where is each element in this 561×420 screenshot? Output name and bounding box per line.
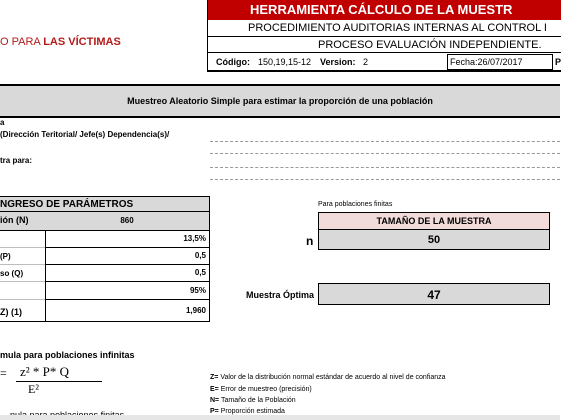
param-value-6[interactable]: 1,960 — [45, 300, 209, 322]
date-value: 26/07/2017 — [477, 57, 523, 67]
info-line-5[interactable] — [210, 178, 560, 180]
n-value: 50 — [318, 230, 550, 250]
version-label: Version: — [320, 57, 356, 67]
formula-denominator: E² — [28, 382, 39, 396]
param-label-4: so (Q) — [0, 269, 24, 278]
legend-text-z: Valor de la distribución normal estándar de acuerdo al nivel de confianza — [220, 374, 446, 381]
logo-brand: LAS VÍCTIMAS — [43, 36, 121, 48]
info-label-4: tra para: — [0, 156, 33, 165]
param-row-2 — [0, 231, 209, 248]
formula-numerator: z² * P* Q — [20, 364, 70, 379]
legend-key-z: Z= — [210, 374, 219, 381]
param-label-3: (P) — [0, 252, 11, 261]
info-line-4[interactable] — [210, 166, 560, 168]
finite-note: Para poblaciones finitas — [318, 201, 393, 208]
param-label-6: Z) (1) — [0, 307, 22, 317]
param-value-1[interactable]: 860 — [120, 216, 134, 225]
formula-title: mula para poblaciones infinitas — [0, 350, 135, 360]
sample-size-header: TAMAÑO DE LA MUESTRA — [318, 212, 550, 230]
param-value-4[interactable]: 0,5 — [45, 265, 209, 282]
formula-prefix: = — [0, 366, 7, 380]
meta-row — [208, 53, 561, 72]
bottom-strip — [0, 415, 560, 420]
formula — [0, 362, 110, 398]
param-row-3 — [0, 248, 209, 265]
legend-key-n: N= — [210, 397, 220, 404]
param-row-4 — [0, 265, 209, 282]
legend-e — [210, 386, 312, 393]
legend-text-p: Proporción estimada — [220, 408, 285, 415]
procedure-title: PROCEDIMIENTO AUDITORIAS INTERNAS AL CONTROL I — [208, 20, 561, 37]
logo — [0, 36, 200, 52]
params-block — [0, 196, 210, 322]
legend-key-p: P= — [210, 408, 219, 415]
param-value-5[interactable]: 95% — [45, 282, 209, 300]
legend-n — [210, 397, 296, 404]
legend-z — [210, 374, 446, 381]
process-title: PROCESO EVALUACIÓN INDEPENDIENTE. — [208, 37, 561, 53]
param-value-3[interactable]: 0,5 — [45, 248, 209, 265]
param-label-1: ión (N) — [0, 215, 29, 225]
info-row-1 — [0, 118, 560, 128]
page-label: P — [555, 57, 561, 67]
params-header: NGRESO DE PARÁMETROS — [0, 197, 209, 212]
version-value: 2 — [363, 57, 369, 67]
n-label: n — [306, 234, 314, 248]
param-row-1 — [0, 212, 209, 231]
param-row-6 — [0, 300, 209, 322]
logo-prefix: O PARA — [0, 36, 44, 48]
legend-key-e: E= — [210, 386, 219, 393]
param-value-2[interactable]: 13,5% — [45, 231, 209, 248]
info-label-1: a — [0, 118, 5, 127]
tool-title: HERRAMIENTA CÁLCULO DE LA MUESTR — [208, 0, 561, 20]
legend-text-n: Tamaño de la Población — [220, 397, 296, 404]
param-row-5 — [0, 282, 209, 300]
code-label: Código: — [216, 57, 250, 67]
optimal-label: Muestra Óptima — [246, 290, 315, 300]
date-cell — [447, 54, 553, 70]
header-box — [207, 0, 560, 72]
optimal-value: 47 — [318, 283, 550, 305]
code-value: 150,19,15-12 — [258, 57, 312, 67]
info-label-2: (Dirección Teritorial/ Jefe(s) Dependencia(s)/ — [0, 130, 170, 139]
legend-text-e: Error de muestreo (precisión) — [220, 386, 312, 393]
banner-title: Muestreo Aleatorio Simple para estimar la proporción de una población — [0, 86, 560, 116]
date-label: Fecha: — [450, 57, 478, 67]
